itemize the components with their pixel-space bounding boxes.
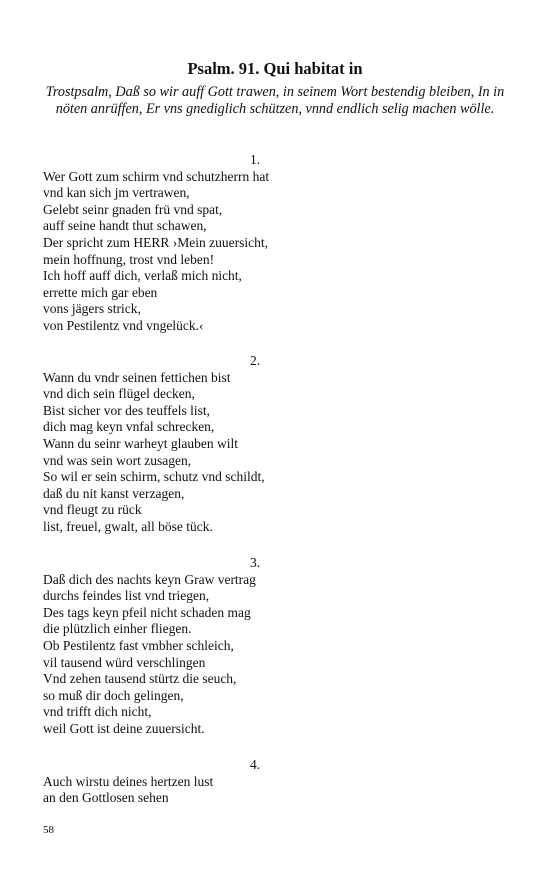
stanza-number: 2. xyxy=(249,353,261,368)
verse-line: vons jägers strick, xyxy=(43,301,141,317)
verse-line: auff seine handt thut schawen, xyxy=(43,218,207,234)
stanza-3 xyxy=(43,555,473,738)
verse-line: dich mag keyn vnfal schrecken, xyxy=(43,419,215,435)
verse-line: Vnd zehen tausend stürtz die seuch, xyxy=(43,671,237,687)
verse-line: vnd fleugt zu rück xyxy=(43,502,142,518)
verse-line: Wann du seinr warheyt glauben wilt xyxy=(43,435,238,451)
verse-line: vnd dich sein flügel decken, xyxy=(43,386,195,402)
verse-line: Der spricht zum HERR ›Mein zuuersicht, xyxy=(43,234,268,250)
verse-line: vnd was sein wort zusagen, xyxy=(43,452,192,468)
verse-line: Ich hoff auff dich, verlaß mich nicht, xyxy=(43,268,242,284)
verse-line: so muß dir doch gelingen, xyxy=(43,687,184,703)
stanza-1 xyxy=(43,152,473,335)
stanza-2 xyxy=(43,353,473,536)
verse-line: Wer Gott zum schirm vnd schutzherrn hat xyxy=(43,168,270,184)
psalm-subtitle: Trostpsalm, Daß so wir auff Gott trawen, in seinem Wort bestendig bleiben, In in nöten anrüffen, Er vns gnediglich schützen, vnnd endlich selig machen wölle. xyxy=(45,84,505,118)
verse-line: mein hoffnung, trost vnd leben! xyxy=(43,251,215,267)
verse-line: von Pestilentz vnd vngelück.‹ xyxy=(43,317,204,333)
verse-line: errette mich gar eben xyxy=(43,284,158,300)
verse-line: daß du nit kanst verzagen, xyxy=(43,485,185,501)
page-title: Psalm. 91. Qui habitat in xyxy=(187,59,363,78)
verse-line: So wil er sein schirm, schutz vnd schildt, xyxy=(43,469,265,485)
verse-line: Wann du vndr seinen fettichen bist xyxy=(43,369,231,385)
verse-line: vil tausend würd verschlingen xyxy=(43,654,206,670)
verse-line: vnd trifft dich nicht, xyxy=(43,704,152,720)
verse-line: Des tags keyn pfeil nicht schaden mag xyxy=(43,604,251,620)
verse-line: an den Gottlosen sehen xyxy=(43,790,169,806)
verse-line: weil Gott ist deine zuuersicht. xyxy=(43,720,205,736)
verse-line: vnd kan sich jm vertrawen, xyxy=(43,185,190,201)
verse-line: Auch wirstu deines hertzen lust xyxy=(43,773,214,789)
stanza-number: 1. xyxy=(249,152,261,167)
stanza-number: 4. xyxy=(249,757,261,772)
stanza-number: 3. xyxy=(249,555,261,570)
verse-line: Daß dich des nachts keyn Graw vertrag xyxy=(43,571,256,587)
stanza-4 xyxy=(43,757,473,807)
verse-line: durchs feindes list vnd triegen, xyxy=(43,588,210,604)
verse-line: Bist sicher vor des teuffels list, xyxy=(43,402,210,418)
verse-line: Gelebt seinr gnaden frü vnd spat, xyxy=(43,201,223,217)
verse-line: Ob Pestilentz fast vmbher schleich, xyxy=(43,637,234,653)
verse-line: die plützlich einher fliegen. xyxy=(43,621,192,637)
page-number: 58 xyxy=(43,824,54,836)
verse-line: list, freuel, gwalt, all böse tück. xyxy=(43,518,213,534)
